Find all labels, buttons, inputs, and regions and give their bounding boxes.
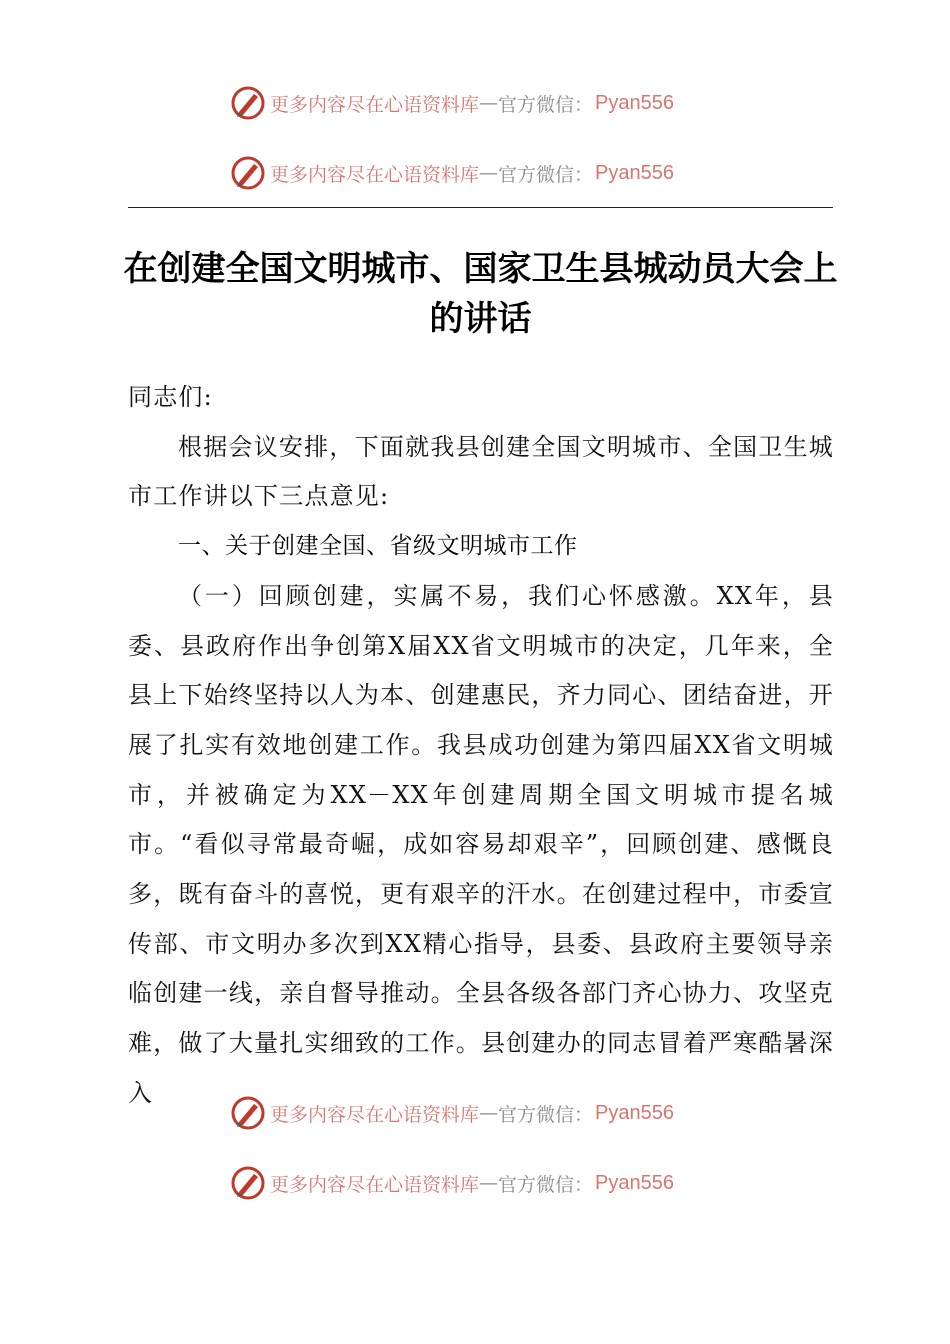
document-body xyxy=(128,373,834,1119)
section-heading: 一、关于创建全国、省级文明城市工作 xyxy=(178,533,578,560)
watermark-label: 官方微信： xyxy=(498,93,594,116)
pen-logo-icon xyxy=(230,85,266,121)
watermark-label: 官方微信： xyxy=(498,1173,594,1196)
watermark-main-text: 更多内容尽在心语资料库 xyxy=(270,163,480,186)
watermark-main-text: 更多内容尽在心语资料库 xyxy=(270,1173,480,1196)
watermark-wechat-id: Pyan556 xyxy=(595,1171,674,1194)
pen-logo-icon xyxy=(230,1165,266,1201)
watermark-separator: — xyxy=(479,1102,499,1124)
salutation: 同志们: xyxy=(128,383,213,411)
watermark-banner-bottom-1 xyxy=(230,1095,674,1131)
watermark-wechat-id: Pyan556 xyxy=(595,161,674,184)
pen-logo-icon xyxy=(230,155,266,191)
header-divider xyxy=(128,207,833,208)
watermark-main-text: 更多内容尽在心语资料库 xyxy=(270,1103,480,1126)
watermark-separator: — xyxy=(479,162,499,184)
intro-paragraph: 根据会议安排，下面就我县创建全国文明城市、全国卫生城市工作讲以下三点意见: xyxy=(128,432,834,511)
pen-logo-icon xyxy=(230,1095,266,1131)
watermark-separator: — xyxy=(479,1172,499,1194)
watermark-wechat-id: Pyan556 xyxy=(595,1101,674,1124)
watermark-main-text: 更多内容尽在心语资料库 xyxy=(270,93,480,116)
watermark-banner-top-2 xyxy=(230,155,674,191)
watermark-label: 官方微信： xyxy=(498,163,594,186)
watermark-label: 官方微信： xyxy=(498,1103,594,1126)
watermark-separator: — xyxy=(479,92,499,114)
watermark-banner-bottom-2 xyxy=(230,1165,674,1201)
watermark-wechat-id: Pyan556 xyxy=(595,91,674,114)
document-title: 在创建全国文明城市、国家卫生县城动员大会上的讲话 xyxy=(123,249,838,339)
watermark-banner-top-1 xyxy=(230,85,674,121)
body-paragraph: （一）回顾创建，实属不易，我们心怀感激。XX年，县委、县政府作出争创第X届XX省文明城市的决定，几年来，全县上下始终坚持以人为本、创建惠民，齐力同心、团结奋进，开展了扎实有效地创建工作。我县成功创建为第四届XX省文明城市，并被确定为XX－XX年创建周期全国文明城市提名城市。“看似寻常最奇崛，成如容易却艰辛”，回顾创建、感慨良多，既有奋斗的喜悦，更有艰辛的汗水。在创建过程中，市委宣传部、市文明办多次到XX精心指导，县委、县政府主要领导亲临创建一线，亲自督导推动。全县各级各部门齐心协力、攻坚克难，做了大量扎实细致的工作。县创建办的同志冒着严寒酷暑深入 xyxy=(128,581,834,1107)
